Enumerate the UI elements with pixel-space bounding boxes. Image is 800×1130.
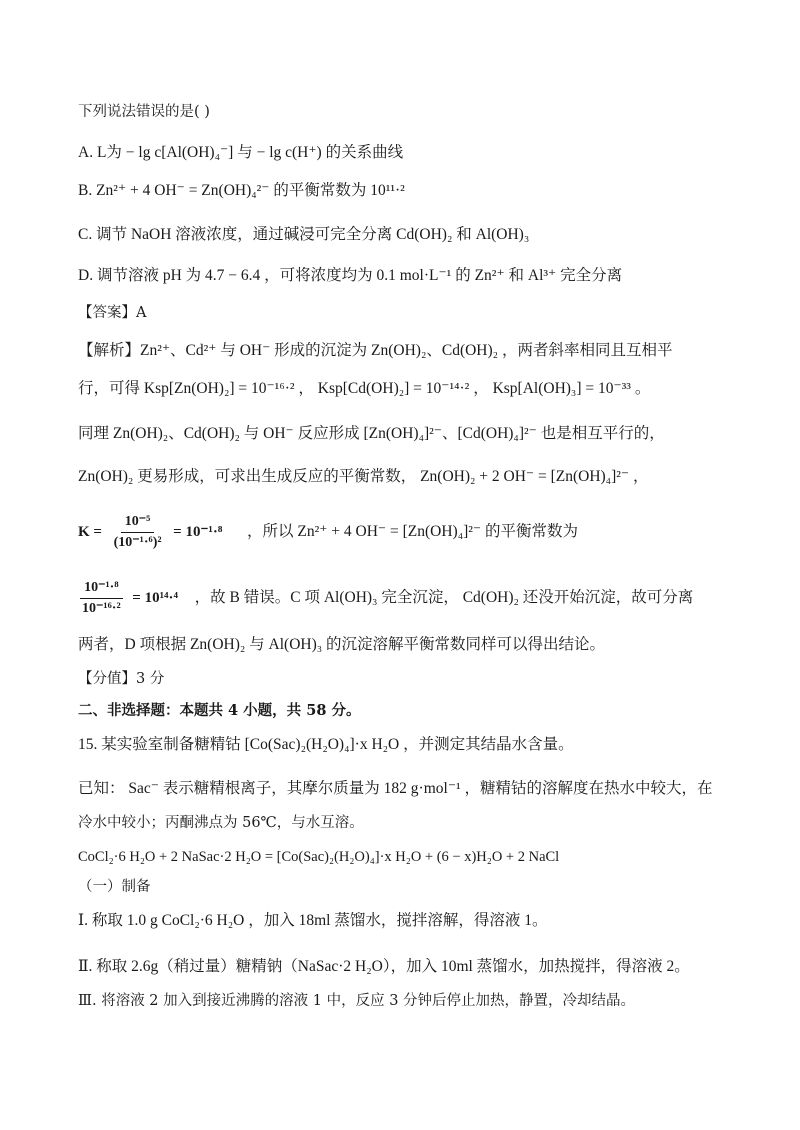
analysis-line-1: 【解析】Zn²⁺、Cd²⁺ 与 OH⁻ 形成的沉淀为 Zn(OH)₂、Cd(OH)₂ ，两者斜率相同且互相平 [78,342,673,359]
analysis-line-7: 两者，D 项根据 Zn(OH)₂ 与 Al(OH)₃ 的沉淀溶解平衡常数同样可以得出结论。 [78,636,606,653]
analysis-line-4: Zn(OH)₂ 更易形成，可求出生成反应的平衡常数， Zn(OH)₂ + 2 OH⁻ = [Zn(OH)₄]²⁻ ， [78,468,649,485]
second-fraction-line [78,578,728,618]
section-heading: 二、非选择题：本题共 4 小题，共 58 分。 [78,702,361,719]
ratio-result: = 10¹⁴·⁴ [132,590,179,606]
ratio-numerator: 10⁻¹·⁸ [80,579,122,599]
k-denominator: (10⁻¹·⁶)² [113,534,162,550]
ratio-denominator: 10⁻¹⁶·² [82,600,121,616]
question-stem: 下列说法错误的是( ) [78,104,210,120]
answer: 【答案】A [78,305,147,321]
k-label: K = [78,524,102,540]
q15-known-line-1: 已知： Sac⁻ 表示糖精根离子，其摩尔质量为 182 g·mol⁻¹ ，糖精钴的溶解度在热水中较大，在 [78,780,713,797]
option-d: D. 调节溶液 pH 为 4.7 − 6.4 ，可将浓度均为 0.1 mol·L⁻¹ 的 Zn²⁺ 和 Al³⁺ 完全分离 [78,267,623,284]
q15-reaction: CoCl₂·6 H₂O + 2 NaSac·2 H₂O = [Co(Sac)₂(H₂O)₄]·x H₂O + (6 − x)H₂O + 2 NaCl [78,849,560,865]
score: 【分值】3 分 [78,671,165,687]
ratio-fraction [78,579,125,618]
q15-step-3: Ⅲ. 将溶液 2 加入到接近沸腾的溶液 1 中，反应 3 分钟后停止加热，静置，冷却结晶。 [78,993,636,1009]
q15-step-2: Ⅱ. 称取 2.6g（稍过量）糖精钠（NaSac·2 H₂O），加入 10ml 蒸馏水，加热搅拌，得溶液 2。 [78,958,690,975]
k-result: = 10⁻¹·⁸ [173,524,223,540]
analysis-line-3: 同理 Zn(OH)₂、Cd(OH)₂ 与 OH⁻ 反应形成 [Zn(OH)₄]²⁻、[Cd(OH)₄]²⁻ 也是相互平行的， [78,425,665,442]
equilibrium-constant-formula [78,512,728,552]
option-c: C. 调节 NaOH 溶液浓度，通过碱浸可完全分离 Cd(OH)₂ 和 Al(OH)₃ [78,226,530,243]
k-numerator: 10⁻⁵ [121,513,155,533]
q15-known-line-2: 冷水中较小；丙酮沸点为 56℃，与水互溶。 [78,815,364,831]
q15-title: 15. 某实验室制备糖精钴 [Co(Sac)₂(H₂O)₄]·x H₂O ，并测定其结晶水含量。 [78,736,574,753]
option-b: B. Zn²⁺ + 4 OH⁻ = Zn(OH)₄²⁻ 的平衡常数为 10¹¹·² [78,182,405,199]
ratio-tail-text: ，故 B 错误。C 项 Al(OH)₃ 完全沉淀， Cd(OH)₂ 还没开始沉淀，故可分离 [194,589,694,606]
k-fraction [110,513,166,552]
analysis-line-2: 行，可得 Ksp[Zn(OH)₂] = 10⁻¹⁶·² ， Ksp[Cd(OH)₂] = 10⁻¹⁴·² ， Ksp[Al(OH)₃] = 10⁻³³ 。 [78,380,651,397]
q15-part-1: （一）制备 [78,879,151,895]
q15-step-1: Ⅰ. 称取 1.0 g CoCl₂·6 H₂O ，加入 18ml 蒸馏水，搅拌溶解，得溶液 1。 [78,912,548,929]
k-tail-text: ，所以 Zn²⁺ + 4 OH⁻ = [Zn(OH)₄]²⁻ 的平衡常数为 [247,523,578,540]
option-a: A. L为 − lg c[Al(OH)₄⁻] 与 − lg c(H⁺) 的关系曲线 [78,144,404,161]
